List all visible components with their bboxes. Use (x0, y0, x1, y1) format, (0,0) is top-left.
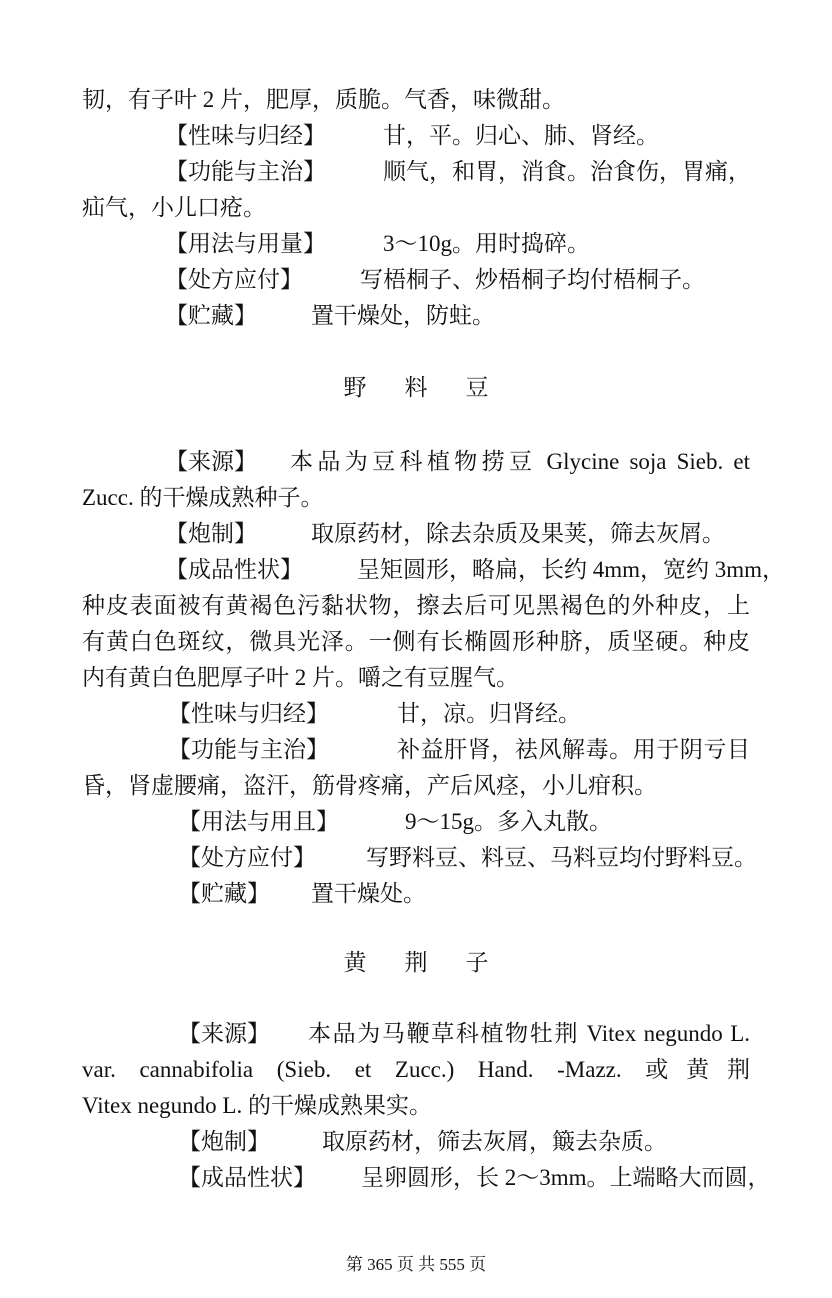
field-text: 补益肝肾，祛风解毒。用于阴亏目 (397, 737, 750, 762)
field-label: 【性味与归经】 (165, 123, 326, 148)
text-line (82, 226, 750, 262)
text-line (82, 1088, 750, 1124)
text-line (82, 444, 750, 480)
field-label: 【成品性状】 (165, 557, 303, 582)
text-line (82, 660, 750, 696)
text-line (82, 154, 750, 190)
field-text: 疝气，小儿口疮。 (82, 195, 266, 220)
field-text: 韧，有子叶 2 片，肥厚，质脆。气香，味微甜。 (82, 87, 565, 112)
field-text: 写野料豆、料豆、马料豆均付野料豆。 (366, 845, 757, 870)
field-text: 9～15g。多入丸散。 (405, 809, 612, 834)
entry-ye-liao-dou (82, 370, 786, 912)
field-text: Vitex negundo L. 的干燥成熟果实。 (82, 1093, 432, 1118)
field-text: 取原药材，筛去灰屑，簸去杂质。 (322, 1129, 667, 1154)
field-label: 【来源】 (165, 449, 257, 474)
text-line (82, 1016, 750, 1052)
field-label: 【贮藏】 (165, 303, 257, 328)
text-line (82, 262, 750, 298)
text-line (82, 624, 750, 660)
text-line (82, 82, 750, 118)
entry-continued (82, 82, 750, 334)
page-footer: 第 365 页 共 555 页 (345, 1255, 487, 1274)
field-text: 甘，平。归心、肺、肾经。 (383, 123, 659, 148)
text-line (82, 1052, 750, 1088)
text-line (82, 552, 786, 588)
field-label: 【炮制】 (165, 521, 257, 546)
field-text: 本品为马鞭草科植物牡荆 Vitex negundo L. (308, 1021, 750, 1046)
entry-title: 黄 荆 子 (343, 950, 496, 975)
field-text: 内有黄白色肥厚子叶 2 片。嚼之有豆腥气。 (82, 665, 519, 690)
text-line (82, 768, 750, 804)
text-line (82, 118, 750, 154)
text-line (82, 696, 750, 732)
page-body (82, 82, 786, 1196)
entry-title: 野 料 豆 (343, 375, 496, 400)
entry-huang-jing-zi (82, 945, 771, 1196)
field-label: 【处方应付】 (178, 845, 316, 870)
field-text: var. cannabifolia (Sieb. et Zucc.) Hand. -Mazz. 或黄荆 (82, 1057, 750, 1082)
text-line (82, 298, 750, 334)
field-label: 【性味与归经】 (168, 701, 329, 726)
field-text: 取原药材，除去杂质及果荚，筛去灰屑。 (311, 521, 725, 546)
field-label: 【功能与主治】 (168, 737, 329, 762)
text-line (82, 190, 750, 226)
text-line (82, 516, 750, 552)
entry-lines (82, 444, 786, 912)
text-line (82, 480, 750, 516)
field-text: 有黄白色斑纹，微具光泽。一侧有长椭圆形种脐，质坚硬。种皮 (82, 629, 750, 654)
field-label: 【炮制】 (178, 1129, 270, 1154)
text-line (82, 1160, 771, 1196)
field-label: 【用法与用量】 (165, 231, 326, 256)
field-text: 甘，凉。归肾经。 (397, 701, 581, 726)
field-text: 呈矩圆形，略扁，长约 4mm，宽约 3mm， (357, 557, 786, 582)
text-line (82, 588, 750, 624)
field-text: 置干燥处，防蛀。 (311, 303, 495, 328)
field-label: 【来源】 (178, 1021, 270, 1046)
field-text: 昏，肾虚腰痛，盗汗，筋骨疼痛，产后风痉，小儿疳积。 (82, 773, 657, 798)
text-line (82, 1124, 750, 1160)
field-label: 【功能与主治】 (165, 159, 326, 184)
field-text: Zucc. 的干燥成熟种子。 (82, 485, 324, 510)
field-text: 呈卵圆形，长 2～3mm。上端略大而圆， (361, 1165, 771, 1190)
field-text: 顺气，和胃，消食。治食伤，胃痛， (383, 159, 751, 184)
entry-lines (82, 1016, 771, 1196)
text-line (82, 732, 750, 768)
text-line (82, 876, 750, 912)
field-text: 种皮表面被有黄褐色污黏状物，擦去后可见黑褐色的外种皮，上 (82, 593, 750, 618)
field-text: 置干燥处。 (311, 881, 426, 906)
field-text: 本品为豆科植物捞豆 Glycine soja Sieb. et (290, 449, 750, 474)
field-label: 【贮藏】 (178, 881, 270, 906)
field-label: 【用法与用且】 (178, 809, 339, 834)
text-line (82, 804, 750, 840)
field-label: 【处方应付】 (165, 267, 303, 292)
text-line (82, 840, 757, 876)
field-text: 3～10g。用时捣碎。 (383, 231, 590, 256)
field-text: 写梧桐子、炒梧桐子均付梧桐子。 (360, 267, 705, 292)
field-label: 【成品性状】 (178, 1165, 316, 1190)
